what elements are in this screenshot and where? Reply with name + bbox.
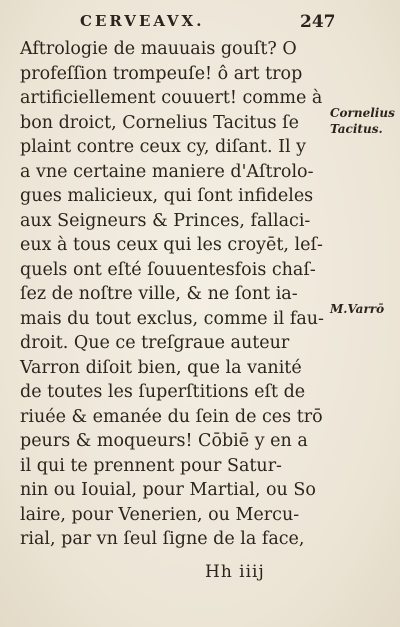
margin-note (330, 105, 400, 137)
text-line: profeſſion trompeuſe! ô art trop (20, 63, 303, 84)
text-line: plaint contre ceux cy, diſant. Il y (20, 137, 307, 157)
text-line: droit. Que ce treſgraue auteur (20, 333, 290, 353)
margin-note (330, 301, 400, 317)
text-line: eux à tous ceux qui les croyēt, leſ- (20, 235, 323, 255)
text-line: bon droict, Cornelius Tacitus ſe (20, 112, 299, 133)
text-line: Aftrologie de mauuais gouſt? O (20, 39, 297, 59)
margin-note-line: M.Varrō (330, 301, 385, 316)
text-line: ſez de noſtre ville, & ne ſont ia- (20, 284, 298, 304)
body-text (20, 37, 328, 552)
text-line: rial, par vn ſeul ſigne de la face, (20, 529, 305, 549)
text-line: riuée & emanée du ſein de ces trō (20, 406, 323, 427)
text-line: gues malicieux, qui ſont infideles (20, 186, 314, 206)
text-line: artificiellement couuert! comme à (20, 88, 323, 108)
text-line: laire, pour Venerien, ou Mercu- (20, 504, 300, 525)
text-line: a vne certaine maniere d'Aſtrolo- (20, 161, 314, 182)
text-line: il qui te prennent pour Satur- (20, 455, 282, 476)
text-line: de toutes les ſuperſtitions eſt de (20, 382, 306, 402)
page-number: 247 (300, 12, 336, 32)
text-line: mais du tout exclus, comme il fau- (20, 308, 324, 329)
text-line: peurs & moqueurs! Cōbiē y en a (20, 431, 308, 451)
text-line: nin ou Iouial, pour Martial, ou So (20, 480, 316, 500)
text-line: aux Seigneurs & Princes, fallaci- (20, 210, 311, 231)
margin-note-line: Tacitus. (330, 121, 383, 136)
text-line: Varron diſoit bien, que la vanité (20, 357, 302, 378)
margin-note-line: Cornelius (330, 105, 395, 120)
running-head: CERVEAVX. (80, 12, 205, 30)
text-line: quels ont eſté ſouuentesfois chaſ- (20, 259, 316, 280)
page-header (0, 12, 400, 36)
signature-mark: Hh iiij (205, 562, 265, 582)
